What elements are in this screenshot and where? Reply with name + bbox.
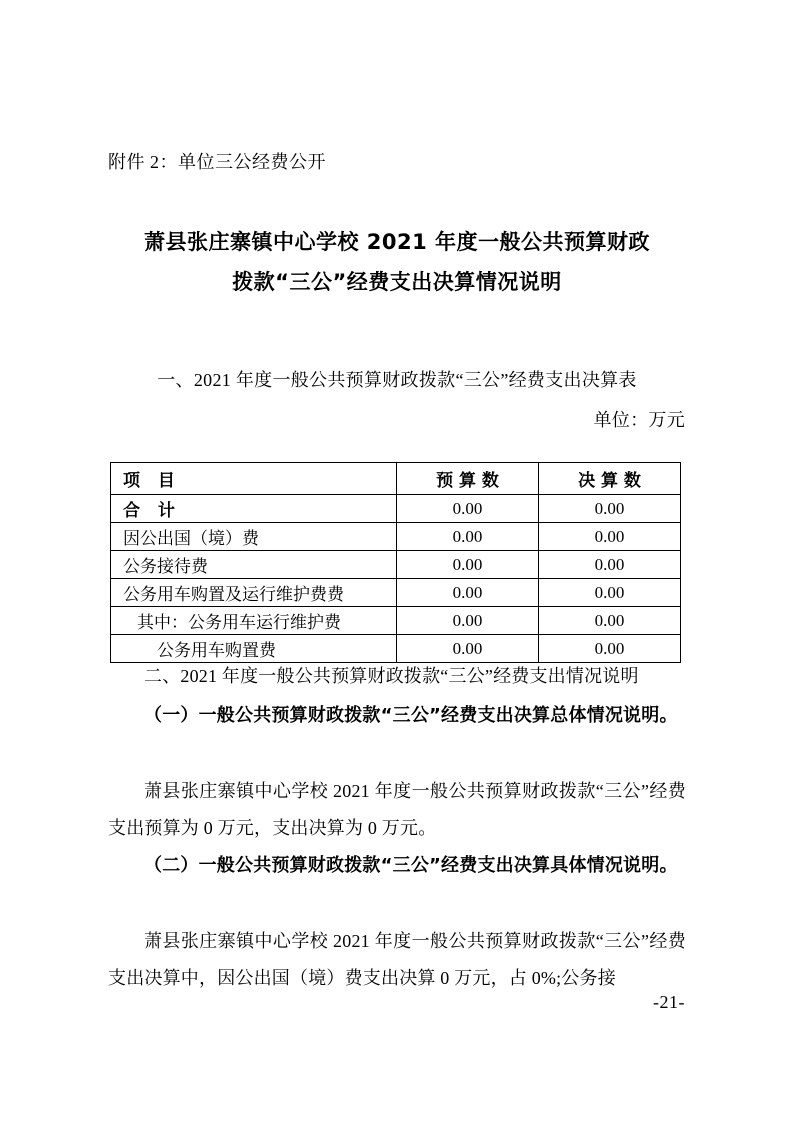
row-final-value: 0.00: [539, 551, 681, 579]
row-budget-value: 0.00: [397, 635, 539, 663]
row-final-value: 0.00: [539, 579, 681, 607]
row-budget-value: 0.00: [397, 495, 539, 523]
unit-note: 单位：万元: [593, 410, 685, 430]
column-header-budget: 预 算 数: [397, 463, 539, 495]
paragraph-detail-explanation: 萧县张庄寨镇中心学校 2021 年度一般公共预算财政拨款“三公”经费支出决算中，因公出国（境）费支出决算 0 万元，占 0%;公务接: [108, 931, 686, 988]
page-title-line1: 萧县张庄寨镇中心学校 2021 年度一般公共预算财政: [143, 230, 651, 254]
row-item-label: 公务用车购置费: [111, 635, 397, 663]
row-item-label: 因公出国（境）费: [111, 523, 397, 551]
subsection-heading-1: （一）一般公共预算财政拨款“三公”经费支出决算总体情况说明。: [144, 705, 678, 726]
section-heading-2: 二、2021 年度一般公共预算财政拨款“三公”经费支出情况说明: [144, 666, 639, 686]
table-header-row: [111, 463, 681, 495]
page-title: [108, 222, 686, 302]
section-heading-1: 一、2021 年度一般公共预算财政拨款“三公”经费支出决算表: [157, 370, 637, 390]
row-budget-value: 0.00: [397, 523, 539, 551]
column-header-item: 项 目: [111, 463, 397, 495]
row-item-label: 合 计: [111, 495, 397, 523]
row-item-label: 其中：公务用车运行维护费: [111, 607, 397, 635]
page-number: -21-: [653, 992, 685, 1012]
three-public-expense-table: [110, 462, 681, 663]
row-item-label: 公务用车购置及运行维护费费: [111, 579, 397, 607]
subsection-heading-2: （二）一般公共预算财政拨款“三公”经费支出决算具体情况说明。: [144, 855, 678, 876]
row-final-value: 0.00: [539, 635, 681, 663]
row-budget-value: 0.00: [397, 579, 539, 607]
row-final-value: 0.00: [539, 607, 681, 635]
row-final-value: 0.00: [539, 495, 681, 523]
attachment-label: 附件 2：单位三公经费公开: [108, 152, 326, 172]
table-row: [111, 495, 681, 523]
row-final-value: 0.00: [539, 523, 681, 551]
table-row: [111, 607, 681, 635]
table-row: [111, 523, 681, 551]
column-header-final: 决 算 数: [539, 463, 681, 495]
table-row: [111, 551, 681, 579]
row-budget-value: 0.00: [397, 551, 539, 579]
table-row: [111, 579, 681, 607]
row-item-label: 公务接待费: [111, 551, 397, 579]
page-title-line2: 拨款“三公”经费支出决算情况说明: [232, 270, 562, 294]
paragraph-total-explanation: 萧县张庄寨镇中心学校 2021 年度一般公共预算财政拨款“三公”经费支出预算为 0 万元，支出决算为 0 万元。: [108, 781, 686, 838]
row-budget-value: 0.00: [397, 607, 539, 635]
